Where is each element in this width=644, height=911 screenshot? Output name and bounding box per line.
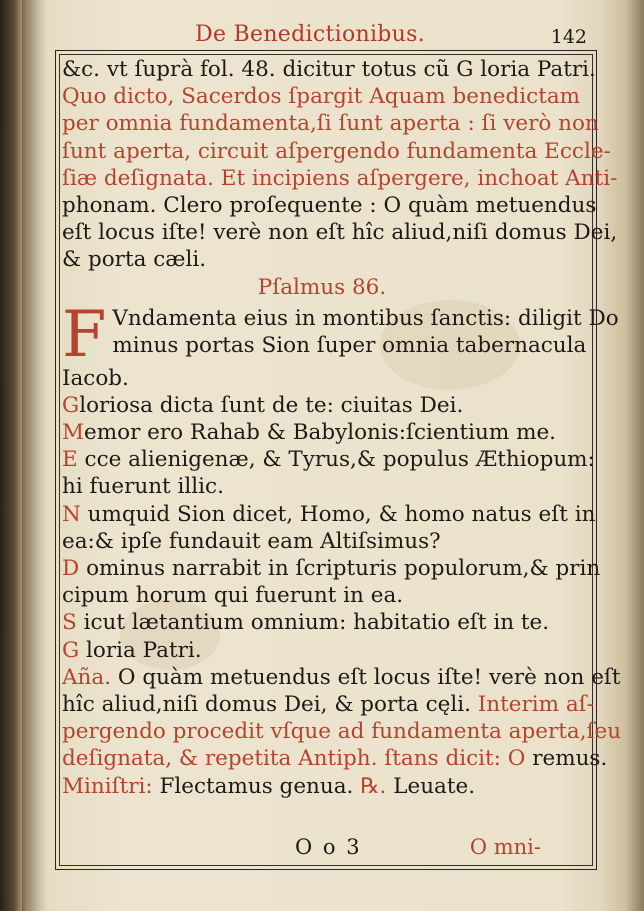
text-line: Vndamenta eius in montibus ſanctis: diligit Do — [112, 305, 619, 331]
verse-line — [62, 582, 562, 609]
page-text — [62, 56, 622, 800]
verse-text: umquid Sion dicet, Homo, & homo natus eſt in — [80, 501, 596, 527]
verse-initial: G — [62, 392, 80, 418]
verse-line — [62, 446, 595, 473]
signature-mark: O o 3 — [295, 835, 362, 859]
antiphon-text: O quàm metuendus eſt locus iſte! verè non eſt — [111, 664, 621, 690]
verse-text: loriosa dicta ſunt de te: ciuitas Dei. — [79, 392, 464, 418]
verse-line — [62, 392, 562, 419]
running-title: De Benedictionibus. — [195, 22, 426, 47]
text-line: ſiæ deſignata. Et incipiens aſpergere, inchoat Anti- — [62, 165, 618, 191]
text-line: eſt locus iſte! verè non eſt hîc aliud,niſi domus Dei, — [62, 220, 618, 246]
text-span: remus. — [525, 746, 608, 772]
verse-initial: S — [62, 610, 77, 636]
verse-line — [62, 501, 596, 528]
text-span: Flectamus genua. — [152, 773, 354, 799]
verse-initial: N — [62, 501, 81, 527]
text-line: per omnia fundamenta,ſi ſunt aperta : ſi verò non — [62, 111, 599, 137]
verse-text: cipum horum qui fuerunt in ea. — [62, 583, 404, 609]
page-footer — [55, 833, 595, 863]
text-line: Quo dicto, Sacerdos ſpargit Aquam benedictam — [62, 84, 581, 110]
verse-line — [62, 609, 562, 636]
rubric-span: Miniſtri: — [62, 773, 153, 799]
verse-line — [62, 419, 562, 446]
verse-line — [62, 473, 562, 500]
text-line: ſunt aperta, circuit aſpergendo fundamenta Eccle- — [62, 138, 611, 164]
verse-text: ominus narrabit in ſcripturis populorum,& prin — [79, 556, 601, 581]
verse-text: loria Patri. — [79, 637, 202, 663]
text-span: hîc aliud,niſi domus Dei, & porta cęli. — [62, 691, 471, 717]
verse-line — [62, 637, 562, 664]
folio-number: 142 — [550, 26, 587, 48]
verse-initial: D — [62, 556, 80, 581]
verse-line — [62, 528, 562, 555]
text-line — [62, 773, 562, 800]
verse-initial: G — [62, 637, 80, 663]
antiphon-line — [62, 664, 621, 691]
verse-text: icut lætantium omnium: habitatio eſt in te. — [76, 610, 550, 636]
text-line: pergendo procedit vſque ad fundamenta aperta,ſeu — [62, 719, 622, 745]
rubric-span: Interim aſ- — [470, 691, 594, 717]
verse-text: hi fuerunt illic. — [62, 474, 224, 500]
verse-text: cce alienigenæ, & Tyrus,& populus Æthiopum: — [77, 447, 595, 473]
gutter-shadow — [22, 0, 48, 911]
verse-text: ea:& ipſe fundauit eam Altiſsimus? — [62, 528, 441, 554]
text-line: & porta cæli. — [62, 247, 207, 273]
verse-initial: M — [62, 420, 85, 446]
response-symbol: ℞. — [353, 773, 387, 799]
running-head — [55, 18, 595, 48]
verse-line — [62, 555, 601, 582]
verse-initial: E — [62, 447, 78, 473]
psalm-verses — [62, 392, 601, 664]
text-span: Leuate. — [386, 773, 476, 799]
drop-cap: F — [62, 297, 107, 372]
psalm-opening — [62, 297, 619, 392]
antiphon-label: Aña. — [62, 664, 112, 690]
rubric-span: deſignata, & repetita Antiph. ſtans dicit: — [62, 746, 501, 772]
text-line — [62, 745, 608, 772]
verse-text: emor ero Rahab & Babylonis:ſcientium me. — [84, 420, 557, 446]
text-span: O — [500, 746, 526, 772]
catchword: O mni- — [469, 835, 541, 859]
text-line: Iacob. — [62, 365, 129, 391]
text-line — [62, 691, 594, 718]
psalm-heading: Pſalmus 86. — [257, 274, 387, 300]
text-line: &c. vt ſuprà fol. 48. dicitur totus cũ G loria Patri. — [62, 57, 596, 82]
text-line: phonam. Clero proſequente : O quàm metuendus — [62, 192, 597, 218]
text-line: minus portas Sion ſuper omnia tabernacula — [112, 332, 587, 358]
